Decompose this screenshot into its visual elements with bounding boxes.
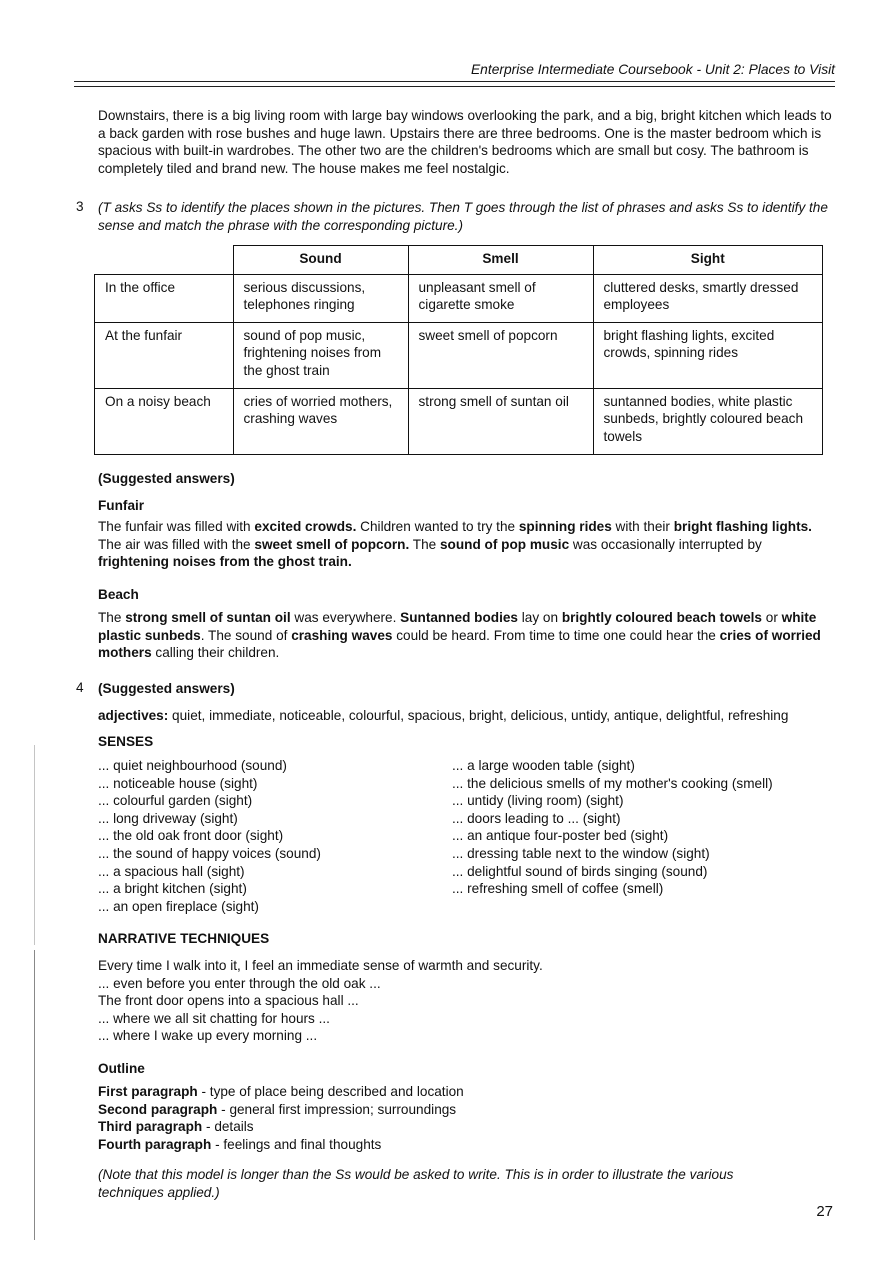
list-item: The front door opens into a spacious hall ... bbox=[98, 993, 359, 1009]
text-run: was occasionally interrupted by bbox=[569, 536, 762, 552]
table-row bbox=[95, 275, 823, 323]
outline-heading: Outline bbox=[98, 1061, 145, 1076]
adjectives-line bbox=[98, 707, 835, 725]
bold-phrase: Suntanned bodies bbox=[400, 610, 518, 625]
list-item: ... a bright kitchen (sight) bbox=[98, 881, 247, 897]
bold-phrase: spinning rides bbox=[518, 519, 612, 534]
senses-heading: SENSES bbox=[98, 734, 154, 749]
funfair-paragraph bbox=[98, 518, 835, 571]
adjectives-text: quiet, immediate, noticeable, colourful, spacious, bright, delicious, untidy, antique, delightful, refreshing bbox=[168, 708, 789, 723]
page-number: 27 bbox=[816, 1203, 833, 1220]
text-run: . The sound of bbox=[200, 627, 292, 643]
list-item: Fourth paragraph - feelings and final thoughts bbox=[98, 1136, 382, 1152]
list-item: First paragraph - type of place being described and location bbox=[98, 1084, 464, 1099]
row-sight: bright flashing lights, excited crowds, spinning rides bbox=[593, 323, 823, 389]
list-item: ... long driveway (sight) bbox=[98, 810, 238, 826]
bold-phrase: frightening noises from the ghost train. bbox=[98, 554, 352, 570]
list-item: ... even before you enter through the old oak ... bbox=[98, 975, 381, 991]
text-run: calling their children. bbox=[151, 645, 280, 661]
outline-list bbox=[98, 1083, 835, 1153]
section-4-suggested: (Suggested answers) bbox=[98, 681, 235, 696]
bold-phrase: strong smell of suntan oil bbox=[125, 610, 291, 625]
list-item: ... where I wake up every morning ... bbox=[98, 1028, 318, 1044]
list-item: Second paragraph - general first impression; surroundings bbox=[98, 1101, 457, 1117]
row-sight: cluttered desks, smartly dressed employees bbox=[593, 275, 823, 323]
row-place: On a noisy beach bbox=[95, 389, 234, 455]
bold-phrase: white plastic sunbeds bbox=[98, 610, 817, 643]
header-title: Enterprise Intermediate Coursebook - Unit 2: Places to Visit bbox=[470, 62, 835, 77]
row-place: At the funfair bbox=[95, 323, 234, 389]
bold-phrase: sound of pop music bbox=[440, 536, 570, 552]
text-run: The funfair was filled with bbox=[98, 519, 255, 534]
bold-phrase: brightly coloured beach towels bbox=[561, 610, 762, 625]
list-item: ... dressing table next to the window (sight) bbox=[452, 845, 710, 861]
funfair-text bbox=[98, 518, 835, 571]
list-item: Third paragraph - details bbox=[98, 1119, 254, 1135]
section-3-instruction: (T asks Ss to identify the places shown in the pictures. Then T goes through the list of phrases and asks Ss to identify the sense and match the phrase with the corresponding picture.) bbox=[98, 200, 828, 233]
list-item: ... where we all sit chatting for hours ... bbox=[98, 1010, 330, 1026]
section-4-number: 4 bbox=[76, 680, 84, 695]
beach-heading: Beach bbox=[98, 587, 139, 602]
list-item: ... quiet neighbourhood (sound) bbox=[98, 758, 287, 773]
row-sound: serious discussions, telephones ringing bbox=[233, 275, 408, 323]
bold-phrase: bright flashing lights. bbox=[673, 519, 812, 534]
table-row bbox=[95, 389, 823, 455]
row-sight: suntanned bodies, white plastic sunbeds, brightly coloured beach towels bbox=[593, 389, 823, 455]
list-item: ... an antique four-poster bed (sight) bbox=[452, 828, 669, 844]
model-note: (Note that this model is longer than the Ss would be asked to write. This is in order to illustrate the various techniques applied.) bbox=[98, 1167, 734, 1200]
list-item: ... a large wooden table (sight) bbox=[452, 758, 635, 773]
funfair-heading: Funfair bbox=[98, 498, 145, 513]
row-smell: sweet smell of popcorn bbox=[408, 323, 593, 389]
header-rule bbox=[74, 86, 835, 87]
row-sound: cries of worried mothers, crashing waves bbox=[233, 389, 408, 455]
list-item: ... doors leading to ... (sight) bbox=[452, 810, 621, 826]
senses-table bbox=[94, 245, 823, 455]
table-row bbox=[95, 323, 823, 389]
row-place: In the office bbox=[95, 275, 234, 323]
scan-margin-mark bbox=[34, 950, 35, 1240]
text-run: The bbox=[98, 610, 126, 625]
text-run: or bbox=[761, 610, 782, 625]
bold-phrase: cries of worried mothers bbox=[98, 627, 821, 661]
list-item: ... a spacious hall (sight) bbox=[98, 863, 245, 879]
list-item: ... refreshing smell of coffee (smell) bbox=[452, 881, 664, 897]
row-smell: unpleasant smell of cigarette smoke bbox=[408, 275, 593, 323]
intro-paragraph: Downstairs, there is a big living room with large bay windows overlooking the park, and a big, bright kitchen which leads to a back garden with rose bushes and huge lawn. Upstairs there are three bedrooms. One is the master bedroom which is spacious with built-in wardrobes. The other two are the children's bedrooms which are small but cosy. The bathroom is completely tiled and brand new. The house makes me feel nostalgic. bbox=[98, 108, 832, 176]
narrative-heading: NARRATIVE TECHNIQUES bbox=[98, 931, 270, 946]
text-run: lay on bbox=[517, 610, 562, 625]
list-item: ... the sound of happy voices (sound) bbox=[98, 845, 321, 861]
header-sight: Sight bbox=[593, 246, 823, 275]
list-item: ... the delicious smells of my mother's cooking (smell) bbox=[452, 775, 773, 791]
text-run: The bbox=[409, 536, 440, 552]
section-3-number: 3 bbox=[76, 199, 84, 214]
bold-phrase: sweet smell of popcorn. bbox=[254, 536, 410, 552]
page-header bbox=[74, 62, 835, 88]
scan-margin-mark bbox=[34, 745, 35, 945]
list-item: ... the old oak front door (sight) bbox=[98, 828, 284, 844]
row-smell: strong smell of suntan oil bbox=[408, 389, 593, 455]
text-run: The air was filled with the bbox=[98, 536, 255, 552]
table-header-row bbox=[95, 246, 823, 275]
text-run: with their bbox=[611, 519, 674, 534]
list-item: ... an open fireplace (sight) bbox=[98, 898, 259, 914]
header-smell: Smell bbox=[408, 246, 593, 275]
beach-paragraph bbox=[98, 609, 835, 662]
header-rule bbox=[74, 81, 835, 82]
list-item: ... delightful sound of birds singing (sound) bbox=[452, 863, 708, 879]
narrative-lines bbox=[98, 957, 835, 1045]
list-item: ... untidy (living room) (sight) bbox=[452, 793, 624, 809]
adjectives-label: adjectives: bbox=[98, 708, 169, 723]
header-sound: Sound bbox=[233, 246, 408, 275]
bold-phrase: excited crowds. bbox=[254, 519, 357, 534]
table-corner-cell bbox=[95, 246, 234, 275]
row-sound: sound of pop music, frightening noises from the ghost train bbox=[233, 323, 408, 389]
list-item: ... noticeable house (sight) bbox=[98, 775, 258, 791]
senses-left-column bbox=[98, 757, 438, 915]
text-run: was everywhere. bbox=[290, 610, 401, 625]
list-item: Every time I walk into it, I feel an immediate sense of warmth and security. bbox=[98, 958, 543, 973]
beach-text bbox=[98, 609, 835, 662]
text-run: could be heard. From time to time one could hear the bbox=[392, 627, 720, 643]
list-item: ... colourful garden (sight) bbox=[98, 793, 253, 809]
bold-phrase: crashing waves bbox=[291, 627, 393, 643]
text-run: Children wanted to try the bbox=[356, 519, 519, 534]
senses-right-column bbox=[452, 757, 842, 898]
section-3-suggested: (Suggested answers) bbox=[98, 471, 235, 486]
